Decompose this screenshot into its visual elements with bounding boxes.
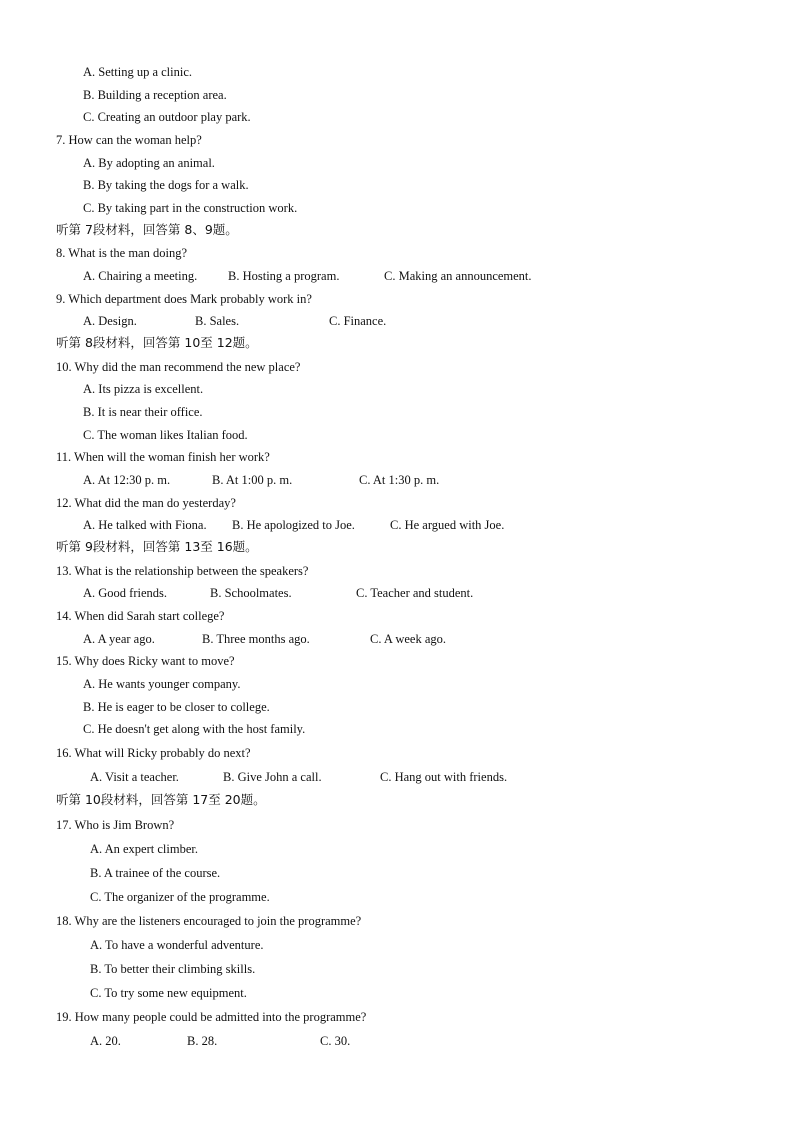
option-text: C. A week ago. <box>370 632 447 646</box>
option-text: C. At 1:30 p. m. <box>359 473 440 487</box>
option-text: A. He talked with Fiona. <box>83 518 207 532</box>
option-text: B. Three months ago. <box>202 632 310 646</box>
question-16: 16. What will Ricky probably do next? <box>56 746 251 760</box>
question-19: 19. How many people could be admitted into the programme? <box>56 1010 367 1024</box>
option-text: B. Sales. <box>195 314 240 328</box>
question-10: 10. Why did the man recommend the new place? <box>56 360 301 374</box>
option-text: A. Visit a teacher. <box>90 770 179 784</box>
option-text: A. Design. <box>83 314 137 328</box>
option-text: A. A year ago. <box>83 632 155 646</box>
question-14: 14. When did Sarah start college? <box>56 609 225 623</box>
option-text: B. To better their climbing skills. <box>90 962 256 976</box>
question-12: 12. What did the man do yesterday? <box>56 496 236 510</box>
option-text: A. To have a wonderful adventure. <box>90 938 264 952</box>
option-text: B. By taking the dogs for a walk. <box>83 178 249 192</box>
option-text: B. Hosting a program. <box>228 269 340 283</box>
option-text: B. A trainee of the course. <box>90 866 221 880</box>
question-18: 18. Why are the listeners encouraged to join the programme? <box>56 914 362 928</box>
option-text: C. The organizer of the programme. <box>90 890 270 904</box>
option-text: A. Good friends. <box>83 586 168 600</box>
question-7: 7. How can the woman help? <box>56 133 202 147</box>
option-text: C. Making an announcement. <box>384 269 532 283</box>
option-text: C. Finance. <box>329 314 387 328</box>
section-heading: 听第 8段材料，回答第 10至 12题。 <box>56 335 258 350</box>
option-text: B. At 1:00 p. m. <box>212 473 293 487</box>
question-11: 11. When will the woman finish her work? <box>56 450 270 464</box>
option-text: B. Schoolmates. <box>210 586 292 600</box>
option-text: B. Building a reception area. <box>83 88 227 102</box>
question-13: 13. What is the relationship between the speakers? <box>56 564 309 578</box>
option-text: A. By adopting an animal. <box>83 156 215 170</box>
option-text: C. Hang out with friends. <box>380 770 508 784</box>
option-text: B. He apologized to Joe. <box>232 518 355 532</box>
option-text: B. He is eager to be closer to college. <box>83 700 270 714</box>
option-text: B. Give John a call. <box>223 770 322 784</box>
option-text: B. 28. <box>187 1034 218 1048</box>
option-text: C. He argued with Joe. <box>390 518 505 532</box>
option-text: C. To try some new equipment. <box>90 986 247 1000</box>
option-text: A. Chairing a meeting. <box>83 269 198 283</box>
option-text: C. He doesn't get along with the host family. <box>83 722 306 736</box>
option-text: C. Creating an outdoor play park. <box>83 110 251 124</box>
option-text: C. The woman likes Italian food. <box>83 428 248 442</box>
section-heading: 听第 10段材料，回答第 17至 20题。 <box>56 792 266 807</box>
option-text: A. Setting up a clinic. <box>83 65 193 79</box>
option-text: A. He wants younger company. <box>83 677 241 691</box>
option-text: A. Its pizza is excellent. <box>83 382 204 396</box>
option-text: C. By taking part in the construction work. <box>83 201 298 215</box>
option-text: A. 20. <box>90 1034 121 1048</box>
question-15: 15. Why does Ricky want to move? <box>56 654 235 668</box>
option-text: A. An expert climber. <box>90 842 198 856</box>
option-text: C. 30. <box>320 1034 351 1048</box>
question-9: 9. Which department does Mark probably work in? <box>56 292 312 306</box>
question-17: 17. Who is Jim Brown? <box>56 818 175 832</box>
question-8: 8. What is the man doing? <box>56 246 187 260</box>
section-heading: 听第 7段材料，回答第 8、9题。 <box>56 222 238 237</box>
option-text: B. It is near their office. <box>83 405 203 419</box>
section-heading: 听第 9段材料，回答第 13至 16题。 <box>56 539 258 554</box>
option-text: C. Teacher and student. <box>356 586 474 600</box>
option-text: A. At 12:30 p. m. <box>83 473 171 487</box>
